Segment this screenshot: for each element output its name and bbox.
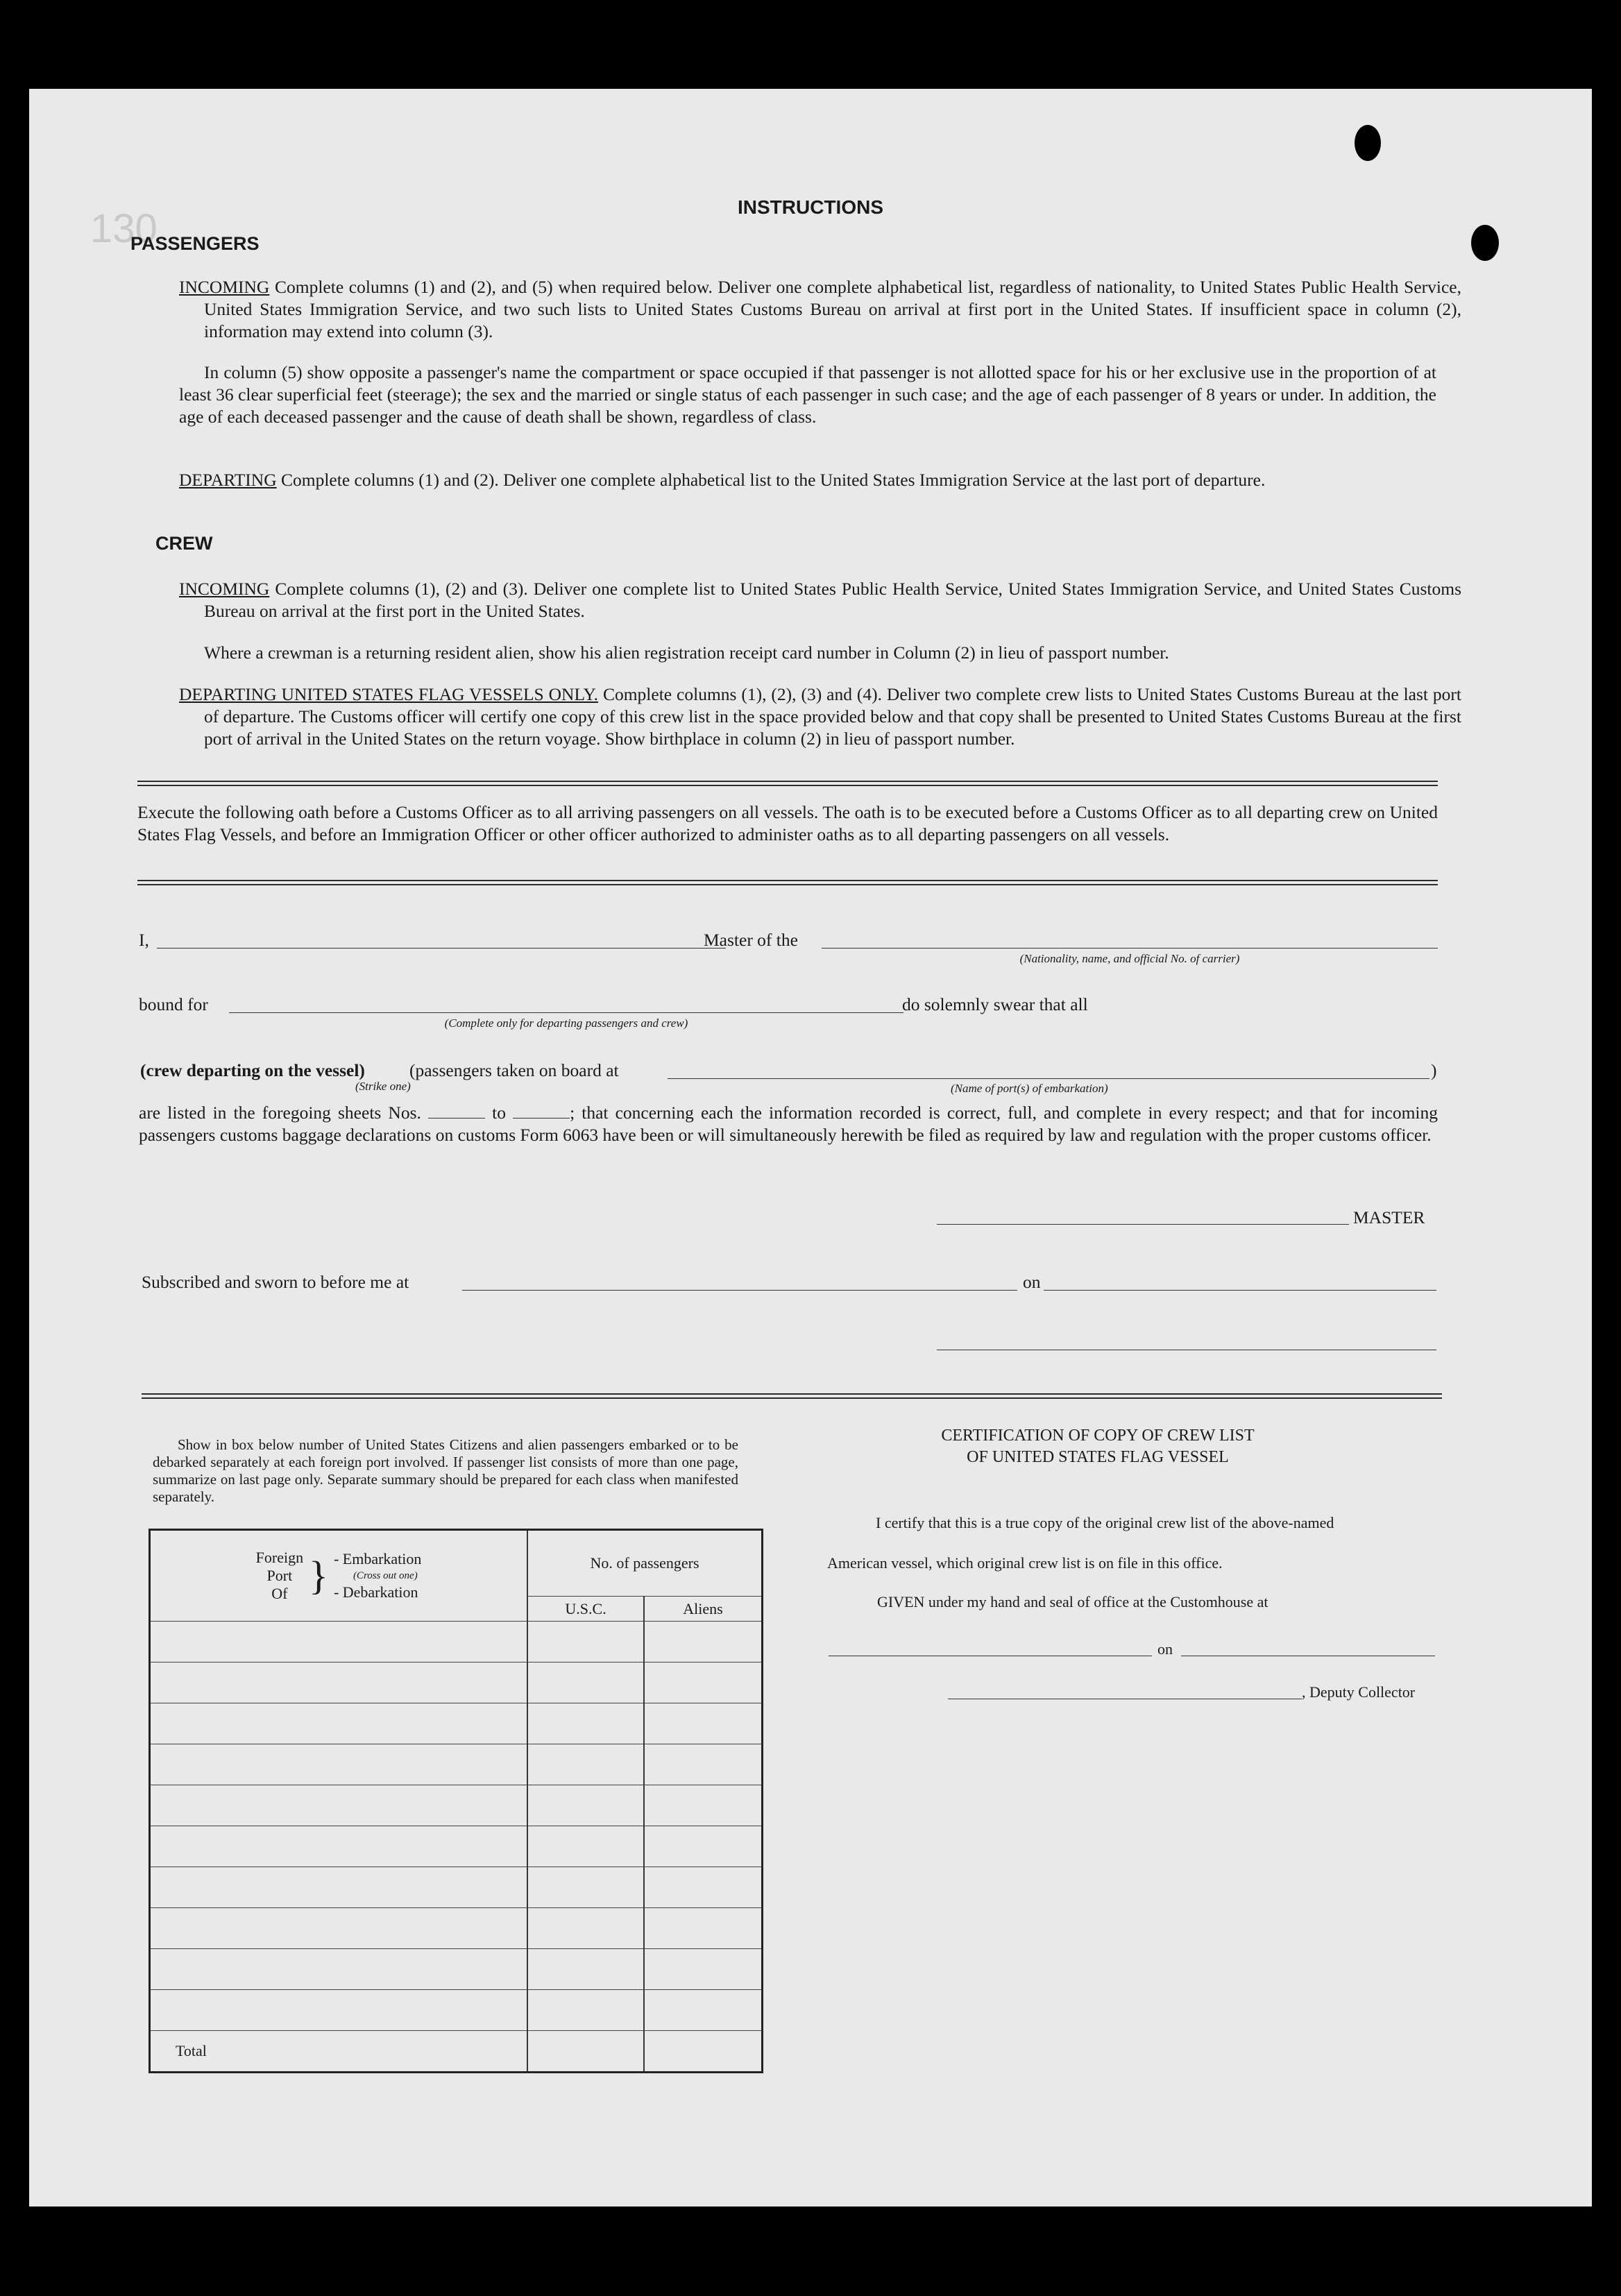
aliens-cell[interactable] <box>644 1949 762 1990</box>
table-row <box>150 1703 763 1744</box>
aliens-cell[interactable] <box>644 1908 762 1949</box>
aliens-cell[interactable] <box>644 1744 762 1785</box>
master-label: MASTER <box>1353 1207 1425 1227</box>
table-row <box>150 1826 763 1867</box>
passengers-count-header: No. of passengers <box>527 1530 762 1597</box>
crew-departing-text: Complete columns (1), (2), (3) and (4). Deliver two complete crew lists to United States Customs Bureau at the last port of departure. The Customs officer will certify one copy of this crew list in the space provided below and that copy shall be presented to United States Customs Bureau at the first port of arrival in the United States on the return voyage. Show birthplace in column (2) in lieu of passport number. <box>204 684 1461 749</box>
port-cell[interactable] <box>150 1663 528 1703</box>
cert-on-label: on <box>1157 1640 1173 1658</box>
table-row <box>150 1867 763 1908</box>
passengers-incoming-paragraph <box>179 276 1461 343</box>
carrier-field[interactable] <box>822 948 1438 949</box>
certification-title <box>834 1425 1361 1468</box>
table-row <box>150 1744 763 1785</box>
sworn-date-field[interactable] <box>1044 1290 1436 1291</box>
port-cell[interactable] <box>150 1990 528 2031</box>
deputy-collector-label: , Deputy Collector <box>1302 1683 1416 1701</box>
sworn-on-label: on <box>1023 1272 1041 1292</box>
port-header <box>150 1530 528 1622</box>
form-sheet <box>29 89 1592 2206</box>
aliens-cell[interactable] <box>644 1990 762 2031</box>
oath-intro: Execute the following oath before a Customs Officer as to all arriving passengers on all vessels. The oath is to be executed before a Customs Officer as to all departing crew on United States Flag Vessels, and before an Immigration Officer or other officer authorized to administer oaths as to all departing passengers on all vessels. <box>137 802 1438 844</box>
passengers-incoming-text: Complete columns (1) and (2), and (5) when required below. Deliver one complete alphabetical list, regardless of nationality, to United States Public Health Service, United States Immigration Service, and two such lists to United States Customs Bureau on arrival at first port in the United States. If insufficient space in column (2), information may extend into column (3). <box>204 277 1462 341</box>
summary-instructions: Show in box below number of United States Citizens and alien passengers embarked or to be debarked separately at each foreign port involved. If passenger list consists of more than one page, summarize on last page only. Separate summary should be prepared for each class when manifested separately. <box>153 1436 738 1505</box>
listed-text-b: ; that concerning each the information recorded is correct, full, and complete in every respect; and that for incoming passengers customs baggage declarations on customs Form 6063 have been or will simultaneously herewith be filed as required by law and regulation with the proper customs officer. <box>139 1103 1438 1145</box>
certification-title-line2: OF UNITED STATES FLAG VESSEL <box>967 1448 1229 1466</box>
passengers-incoming-label: INCOMING <box>179 277 270 297</box>
crew-heading: CREW <box>155 533 213 554</box>
aliens-cell[interactable] <box>644 1785 762 1826</box>
passengers-departing-label: DEPARTING <box>179 470 277 490</box>
master-of-label: Master of the <box>704 930 798 950</box>
usc-header: U.S.C. <box>527 1597 644 1622</box>
swear-label: do solemnly swear that all <box>902 994 1088 1014</box>
passengers-column5-paragraph: In column (5) show opposite a passenger's name the compartment or space occupied if that passenger is not allotted space for his or her exclusive use in the proportion of at least 36 clear superficial feet (steerage); the sex and the married or single status of each passenger in such case; and the age of each passenger of 8 years or under. In addition, the age of each deceased passenger and the cause of death shall be shown, regardless of class. <box>179 362 1436 427</box>
embarkation-option[interactable]: - Embarkation <box>333 1550 422 1567</box>
table-row <box>150 1622 763 1663</box>
table-row <box>150 1949 763 1990</box>
total-row <box>150 2031 763 2073</box>
crew-departing-option: (crew departing on the vessel) <box>140 1060 365 1080</box>
bleed-through-number: 130 <box>90 206 158 251</box>
certify-text: I certify that this is a true copy of the original crew list of the above-named <box>876 1514 1334 1531</box>
usc-cell[interactable] <box>527 1826 644 1867</box>
usc-cell[interactable] <box>527 1867 644 1908</box>
section-divider <box>137 880 1438 885</box>
american-vessel-text: American vessel, which original crew list is on file in this office. <box>827 1554 1223 1572</box>
crew-resident-paragraph: Where a crewman is a returning resident alien, show his alien registration receipt card number in Column (2) in lieu of passport number. <box>204 643 1169 663</box>
subscribed-label: Subscribed and sworn to before me at <box>142 1272 409 1292</box>
table-row <box>150 1908 763 1949</box>
crew-incoming-paragraph <box>179 578 1461 622</box>
sworn-place-field[interactable] <box>462 1290 1017 1291</box>
table-row <box>150 1663 763 1703</box>
oath-listed-paragraph <box>139 1102 1438 1146</box>
aliens-cell[interactable] <box>644 1663 762 1703</box>
oath-i-label: I, <box>139 930 149 950</box>
port-cell[interactable] <box>150 1703 528 1744</box>
bound-for-label: bound for <box>139 994 208 1014</box>
debarkation-option[interactable]: - Debarkation <box>333 1583 418 1601</box>
bound-for-caption: (Complete only for departing passengers and crew) <box>444 1017 688 1030</box>
usc-cell[interactable] <box>527 1949 644 1990</box>
table-row <box>150 1990 763 2031</box>
total-label: Total <box>150 2031 528 2073</box>
section-divider <box>142 1393 1442 1399</box>
aliens-cell[interactable] <box>644 1867 762 1908</box>
certification-title-line1: CERTIFICATION OF COPY OF CREW LIST <box>941 1427 1255 1445</box>
port-header-of: Of <box>271 1585 288 1602</box>
usc-cell[interactable] <box>527 1703 644 1744</box>
port-header-port: Port <box>266 1567 293 1584</box>
crew-incoming-label: INCOMING <box>179 579 270 599</box>
table-row <box>150 1785 763 1826</box>
crew-departing-paragraph <box>179 683 1461 750</box>
passengers-taken-option: (passengers taken on board at <box>409 1060 619 1080</box>
aliens-cell[interactable] <box>644 1703 762 1744</box>
sheet-from-field[interactable] <box>428 1103 485 1119</box>
port-cell[interactable] <box>150 1622 528 1663</box>
port-header-foreign: Foreign <box>255 1549 304 1566</box>
port-cell[interactable] <box>150 1744 528 1785</box>
section-divider <box>137 781 1438 786</box>
usc-cell[interactable] <box>527 1785 644 1826</box>
brace-icon: } <box>309 1553 328 1598</box>
usc-cell[interactable] <box>527 1744 644 1785</box>
usc-cell[interactable] <box>527 1908 644 1949</box>
listed-to-label: to <box>492 1103 506 1123</box>
master-signature-field[interactable] <box>937 1224 1349 1225</box>
port-cell[interactable] <box>150 1826 528 1867</box>
aliens-header: Aliens <box>644 1597 762 1622</box>
passengers-departing-paragraph <box>179 469 1461 491</box>
usc-cell[interactable] <box>527 1990 644 2031</box>
passenger-summary-table <box>148 1529 763 2073</box>
aliens-cell[interactable] <box>644 1826 762 1867</box>
port-cell[interactable] <box>150 1785 528 1826</box>
master-name-field[interactable] <box>157 948 726 949</box>
crew-departing-label: DEPARTING UNITED STATES FLAG VESSELS ONLY. <box>179 684 599 704</box>
port-cell[interactable] <box>150 1867 528 1908</box>
passengers-heading: PASSENGERS <box>130 233 260 254</box>
aliens-total-cell[interactable] <box>644 2031 762 2073</box>
usc-cell[interactable] <box>527 1622 644 1663</box>
given-text: GIVEN under my hand and seal of office at the Customhouse at <box>877 1593 1268 1610</box>
bound-for-field[interactable] <box>229 1012 903 1013</box>
strike-caption: (Strike one) <box>355 1080 411 1093</box>
ports-caption: (Name of port(s) of embarkation) <box>951 1082 1108 1095</box>
aliens-cell[interactable] <box>644 1622 762 1663</box>
sheet-to-field[interactable] <box>513 1103 570 1119</box>
nationality-caption: (Nationality, name, and official No. of carrier) <box>1019 952 1240 965</box>
usc-total-cell[interactable] <box>527 2031 644 2073</box>
ports-field[interactable] <box>668 1078 1429 1079</box>
ink-blot <box>1355 125 1381 161</box>
port-cell[interactable] <box>150 1908 528 1949</box>
crew-incoming-text: Complete columns (1), (2) and (3). Deliver one complete list to United States Public Health Service, United States Immigration Service, and United States Customs Bureau on arrival at the first port in the United States. <box>204 579 1462 621</box>
cross-out-caption: (Cross out one) <box>353 1570 418 1581</box>
page-title: INSTRUCTIONS <box>738 196 883 218</box>
ink-blot <box>1471 225 1499 261</box>
passengers-departing-text: Complete columns (1) and (2). Deliver one complete alphabetical list to the United States Immigration Service at the last port of departure. <box>281 470 1266 490</box>
listed-text-a: are listed in the foregoing sheets Nos. <box>139 1103 421 1123</box>
port-cell[interactable] <box>150 1949 528 1990</box>
usc-cell[interactable] <box>527 1663 644 1703</box>
close-paren: ) <box>1431 1060 1437 1080</box>
